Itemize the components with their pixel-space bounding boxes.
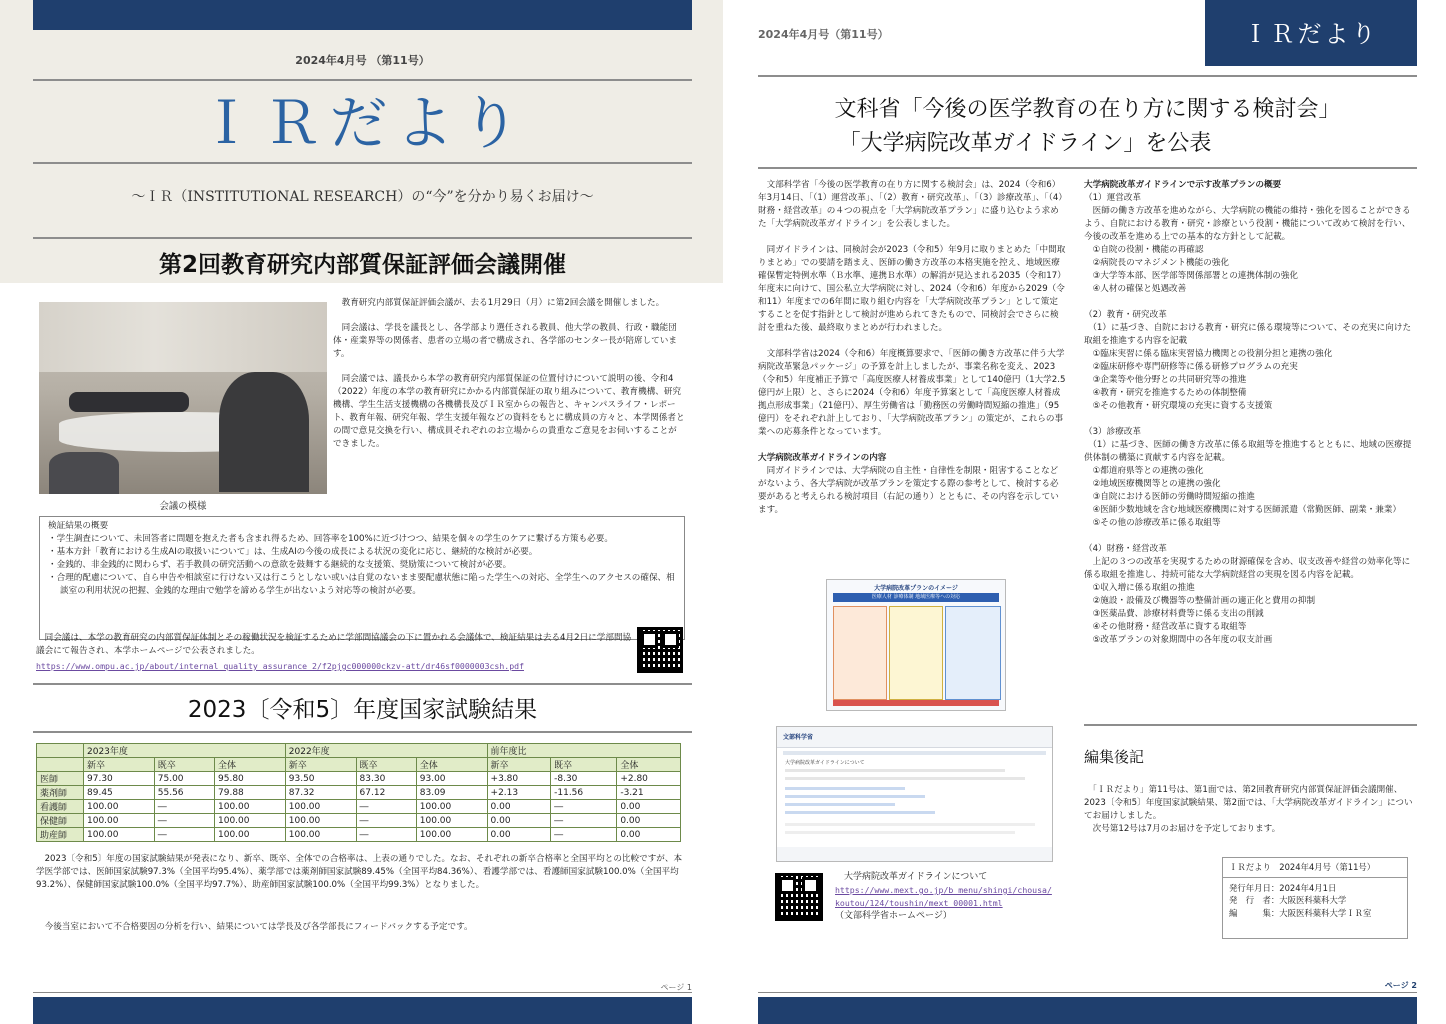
table-cell: 100.00 (215, 800, 286, 814)
table-cell: -11.56 (551, 786, 617, 800)
plan-line: ④医師少数地域を含む地域医療機関に対する医師派遣（常勤医師、副業・兼業） (1084, 505, 1402, 515)
table-cell: 93.00 (416, 772, 487, 786)
colophon-publisher: 発 行 者：大阪医科薬科大学 (1229, 895, 1347, 905)
table-cell: ― (356, 800, 416, 814)
table-cell: 100.00 (416, 800, 487, 814)
row-label: 医師 (37, 772, 84, 786)
table-cell: 100.00 (285, 814, 356, 828)
table-cell: +2.13 (487, 786, 551, 800)
table-row (37, 800, 681, 814)
guideline-link-line-1[interactable]: https://www.mext.go.jp/b_menu/shingi/chousa/ (835, 885, 1052, 895)
table-cell: 0.00 (617, 800, 681, 814)
table-cell: 0.00 (487, 800, 551, 814)
table-cell: 100.00 (84, 814, 155, 828)
plan-line: ⑤その他の診療改革に係る取組等 (1084, 518, 1221, 528)
editorial-title: 編集後記 (1084, 748, 1145, 766)
site-brand: 文部科学省 (783, 734, 814, 741)
table-cell: 100.00 (215, 814, 286, 828)
table-cell: 0.00 (617, 814, 681, 828)
masthead-title: ＩＲだより (197, 89, 528, 157)
plan-line: ③企業等や他分野との共同研究等の推進 (1084, 375, 1247, 385)
report-link[interactable]: https://www.ompu.ac.jp/about/internal_quality_assurance_2/f2pjgc000000ckzv-att/dr46sf0000003csh.pdf (36, 661, 524, 671)
page-number-2: ページ 2 (1384, 981, 1417, 990)
summary-item: ・金銭的、非金銭的に関わらず、若手教員の研究活動への意欲を鼓舞する継続的な支援策、奨励策について検討が必要。 (48, 560, 512, 570)
masthead-title: ＩＲだより (1243, 20, 1379, 48)
section-title-1: 第2回教育研究内部質保証評価会議開催 (158, 252, 566, 278)
table-cell: 89.45 (84, 786, 155, 800)
photo-caption: 会議の模様 (159, 501, 207, 512)
plan-line: ③大学等本部、医学部等関係部署との連携体制の強化 (1084, 271, 1298, 281)
site-heading: 大学病院改革ガイドラインについて (785, 760, 865, 766)
row-label: 保健師 (37, 814, 84, 828)
table-cell: 100.00 (416, 828, 487, 842)
subsection-title: 大学病院改革ガイドラインの内容 (758, 453, 887, 463)
tagline: ～ＩＲ（INSTITUTIONAL RESEARCH）の“今”を分かり易くお届け～ (131, 189, 594, 205)
paragraph: 同会議は、学長を議長とし、各学部より選任される教員、他大学の教員、行政・職能団体・産業界等の関係者、患者の立場の者で構成され、各学部のセンター長が陪席しています。 (333, 323, 677, 359)
table-cell: 93.50 (285, 772, 356, 786)
plan-line: ③医薬品費、診療材料費等に係る支出の削減 (1084, 609, 1264, 619)
table-cell: 100.00 (84, 828, 155, 842)
table-row (37, 814, 681, 828)
row-label: 看護師 (37, 800, 84, 814)
table-cell: 100.00 (285, 828, 356, 842)
guideline-caption (835, 871, 1075, 923)
caption-source: （文部科学省ホームページ） (835, 911, 952, 921)
headline-1: 文科省「今後の医学教育の在り方に関する検討会」 (834, 97, 1341, 122)
colophon-date: 発行年月日：2024年4月1日 (1229, 882, 1337, 893)
table-subheader: 全体 (416, 758, 487, 772)
paragraph: 同ガイドラインでは、大学病院の自主性・自律性を制限・阻害することなどがないよう、各大学病院が改革プランを策定する際の参考として、検討する必要があると考えられる検討項目（右記の通り）とともに、その内容を示しています。 (758, 466, 1059, 515)
guideline-link-line-2[interactable]: koutou/124/toushin/mext_00001.html (835, 898, 1003, 908)
figure-title: 大学病院改革プランのイメージ (874, 585, 958, 592)
plan-line: ①収入増に係る取組の推進 (1084, 583, 1195, 593)
table-cell: +2.80 (617, 772, 681, 786)
table-row (37, 786, 681, 800)
table-cell: 75.00 (154, 772, 214, 786)
table-cell: 87.32 (285, 786, 356, 800)
plan-line: ①自院の役割・機能の再確認 (1084, 245, 1204, 255)
table-subheader: 既卒 (551, 758, 617, 772)
closing-text: 同会議は、本学の教育研究の内部質保証体制とその稼働状況を検証するために学部間協議会の下に置かれる会議体で、検証結果は去る4月2日に学部間協議会にて報告され、本学ホームページで公表されました。 (36, 633, 632, 656)
table-cell: 100.00 (84, 800, 155, 814)
table-cell: 0.00 (617, 828, 681, 842)
plan-line: 上記の３つの改革を実現するための財源確保を含め、収支改善や経営の効率化等に係る取組を推進し、持続可能な大学病院経営の実現を図る内容を記載。 (1084, 557, 1411, 580)
plan-line: ④その他財務・経営改革に資する取組等 (1084, 622, 1247, 632)
table-cell: ― (154, 814, 214, 828)
table-cell: ― (551, 814, 617, 828)
table-group-header: 2022年度 (285, 744, 487, 758)
reform-plan-figure (826, 579, 1006, 711)
paragraph: 文部科学省は2024（令和6）年度概算要求で、「医師の働き方改革に伴う大学病院改革緊急パッケージ」の予算を計上しましたが、事業名称を変え、2023（令和5）年度補正予算で「高度医療人材養成事業」として140億円（1大学2.5億円が上限）と、さらに2024（令和6）年度予算案として「高度医療人材養成拠点形成事業」（21億円）、厚生労働省は「勤務医の労働時間短縮の推進」（95億円）をそれぞれ計上しており、「大学病院改革プラン」の策定が、これらの事業への応募条件となっています。 (758, 349, 1066, 437)
table-cell: ― (154, 800, 214, 814)
table-cell: 100.00 (285, 800, 356, 814)
paragraph: 同会議では、議長から本学の教育研究内部質保証の位置付けについて説明の後、令和4（2022）年度の本学の教育研究にかかる内部質保証の取り組みについて、教育機構、研究機構、学生生活支援機構の各機構長及びＩＲ室からの報告と、キャンパスライフ・レポート、教育年報、研究年報、学生支援年報などの資料をもとに構成員の方々と、本学関係者との間で意見交換を行い、構成員それぞれのお立場からの貴重なご意見をお伺いすることができました。 (333, 374, 685, 449)
table-cell: 95.80 (215, 772, 286, 786)
table-cell: ― (551, 800, 617, 814)
table-cell: ― (356, 828, 416, 842)
article-column-1 (758, 179, 1066, 517)
top-bar (33, 0, 692, 30)
page-number-1: ページ 1 (660, 983, 692, 992)
table-subheader: 新卒 (84, 758, 155, 772)
table-group-header: 2023年度 (84, 744, 286, 758)
exam-summary-text: 2023〔令和5〕年度の国家試験結果が発表になり、新卒、既卒、全体での合格率は、上表の通りでした。なお、それぞれの新卒合格率と全国平均との比較ですが、本学医学部では、医師国家試験97.3%（全国平均95.4%）、薬学部では薬剤師国家試験89.45%（全国平均84.36%）、看護学部では、看護師国家試験100.0%（全国平均93.2%）、保健師国家試験100.0%（全国平均97.7%）、助産師国家試験100.0%（全国平均99.3%）となりました。 (36, 854, 683, 890)
table-cell: ― (551, 828, 617, 842)
section1-body (333, 297, 685, 451)
exam-followup-text: 今後当室において不合格要因の分析を行い、結果については学長及び各学部長にフィードバックする予定です。 (36, 922, 473, 932)
table-subheader: 既卒 (154, 758, 214, 772)
table-group-header: 前年度比 (487, 744, 680, 758)
issue-label: 2024年4月号（第11号） (758, 28, 889, 41)
meeting-photo (39, 302, 327, 494)
plan-line: ②臨床研修や専門研修等に係る研修プログラムの充実 (1084, 362, 1298, 372)
page-2 (723, 0, 1446, 1024)
exam-results-table (36, 743, 681, 842)
column-title: 大学病院改革ガイドラインで示す改革プランの概要 (1084, 180, 1282, 190)
table-cell: 83.30 (356, 772, 416, 786)
bottom-bar (758, 997, 1417, 1024)
table-cell: +3.80 (487, 772, 551, 786)
caption-title: 大学病院改革ガイドラインについて (844, 872, 988, 882)
row-label: 助産師 (37, 828, 84, 842)
table-cell: 97.30 (84, 772, 155, 786)
table-cell: -3.21 (617, 786, 681, 800)
qr-code-1 (637, 627, 683, 673)
figure-subtitle: 医療人材 診療体制 地域医療等への対応 (833, 593, 999, 602)
table-row (37, 772, 681, 786)
section-title-2: 2023〔令和5〕年度国家試験結果 (187, 697, 538, 723)
summary-item: ・基本方針「教育における生成AIの取扱いについて」は、生成AIの今後の成長による状況の変化に応じ、継続的な検討が必要。 (48, 547, 538, 557)
table-cell: 55.56 (154, 786, 214, 800)
table-cell: ― (356, 814, 416, 828)
plan-heading: （4）財務・経営改革 (1084, 544, 1167, 554)
plan-line: ⑤その他教育・研究環境の充実に資する支援策 (1084, 401, 1273, 411)
plan-line: ③自院における医師の労働時間短縮の推進 (1084, 492, 1255, 502)
qr-code-2 (775, 873, 823, 921)
table-cell: 67.12 (356, 786, 416, 800)
table-cell: 0.00 (487, 828, 551, 842)
table-cell: 100.00 (416, 814, 487, 828)
paragraph: 文部科学省「今後の医学教育の在り方に関する検討会」は、2024（令和6）年3月14日、「（1）運営改革」、「（2）教育・研究改革」、「（3）診療改革」、「（4）財務・経営改革」の４つの視点を「大学病院改革プラン」に盛り込むよう求めた「大学病院改革ガイドライン」を公表しました。 (758, 180, 1063, 229)
paragraph: 教育研究内部質保証評価会議が、去る1月29日（月）に第2回会議を開催しました。 (333, 298, 665, 308)
plan-line: ②地域医療機関等との連携の強化 (1084, 479, 1221, 489)
mext-website-screenshot (776, 726, 1053, 862)
plan-line: （1）に基づき、医師の働き方改革に係る取組等を推進するとともに、地域の医療提供体制の構築に貢献する内容を記載。 (1084, 440, 1412, 463)
table-cell: 79.88 (215, 786, 286, 800)
plan-line: （1）に基づき、自院における教育・研究に係る環境等について、その充実に向けた取組を推進する内容を記載 (1084, 323, 1412, 346)
table-subheader: 新卒 (487, 758, 551, 772)
table-cell: 0.00 (487, 814, 551, 828)
summary-title: 検証結果の概要 (48, 521, 109, 531)
row-label: 薬剤師 (37, 786, 84, 800)
plan-heading: （1）運営改革 (1084, 193, 1142, 203)
table-subheader: 全体 (617, 758, 681, 772)
editorial-body (1084, 784, 1414, 836)
colophon-editor: 編 集：大阪医科薬科大学ＩＲ室 (1229, 907, 1372, 918)
paragraph: 次号第12号は7月のお届けを予定しております。 (1084, 824, 1281, 834)
table-subheader: 既卒 (356, 758, 416, 772)
plan-line: ②病院長のマネジメント機能の強化 (1084, 258, 1229, 268)
plan-heading: （3）診療改革 (1084, 427, 1142, 437)
table-subheader: 新卒 (285, 758, 356, 772)
plan-line: ⑤改革プランの対象期間中の各年度の収支計画 (1084, 635, 1273, 645)
table-row (37, 828, 681, 842)
plan-heading: （2）教育・研究改革 (1084, 310, 1167, 320)
plan-line: ④教育・研究を推進するための体制整備 (1084, 388, 1247, 398)
summary-item: ・学生調査について、未回答者に問題を抱えた者も含まれ得るため、回答率を100%に近づけつつ、結果を個々の学生のケアに繋げる方策も必要。 (48, 534, 613, 544)
paragraph: 「ＩＲだより」第11号は、第1面では、第2回教育研究内部質保証評価会議開催、2023〔令和5〕年度国家試験結果、第2面では、「大学病院改革ガイドライン」についてお届けしました。 (1084, 785, 1413, 821)
issue-label: 2024年4月号 （第11号） (295, 54, 430, 67)
bottom-bar (33, 997, 692, 1024)
table-subheader: 全体 (215, 758, 286, 772)
headline-2: 「大学病院改革ガイドライン」を公表 (838, 131, 1212, 156)
plan-line: ①都道府県等との連携の強化 (1084, 466, 1204, 476)
plan-line: 医師の働き方改革を進めながら、大学病院の機能の維持・強化を図ることができるよう、自院における教育・研究・診療という役割・機能について改めて検討を行い、今後の改革を進める上での基本的な方針として記載。 (1084, 206, 1411, 242)
table-corner (37, 758, 84, 772)
table-cell: 100.00 (215, 828, 286, 842)
table-corner (37, 744, 84, 758)
colophon-box (1222, 857, 1408, 939)
colophon-title: ＩＲだより 2024年4月号（第11号） (1223, 861, 1407, 878)
summary-box (39, 516, 685, 640)
table-cell: ― (154, 828, 214, 842)
summary-item: ・合理的配慮について、自ら申告や相談室に行けない又は行こうとしない或いは自覚のないまま要配慮状態に陥った学生への対応、全学生へのアクセスの確保、相談室の利用状況の把握、金銭的な理由で勉学を諦める学生が出ないよう対応等の検討が必要。 (48, 573, 675, 596)
table-cell: -8.30 (551, 772, 617, 786)
plan-line: ①臨床実習に係る臨床実習協力機関との役割分担と連携の強化 (1084, 349, 1333, 359)
table-cell: 83.09 (416, 786, 487, 800)
paragraph: 同ガイドラインは、同検討会が2023（令和5）年9月に取りまとめた「中間取りまとめ」での要請を踏まえ、医師の働き方改革の本格実施を控え、地域医療確保暫定特例水準（Ｂ水準、連携Ｂ水準）の解消が見込まれる2035（令和17）年度末に向けて、国公私立大学病院に対し、2024（令和6）年度から2029（令和11）年度までの6年間に取り組む内容を「大学病院改革プラン」として策定することを促す指針として検討が進められてきたもので、同検討会でさらに検討を重ねた後、最終取りまとめが行われました。 (758, 245, 1066, 333)
article-column-2 (1084, 179, 1414, 647)
plan-line: ②施設・設備及び機器等の整備計画の適正化と費用の抑制 (1084, 596, 1316, 606)
plan-line: ④人材の確保と処遇改善 (1084, 284, 1187, 294)
